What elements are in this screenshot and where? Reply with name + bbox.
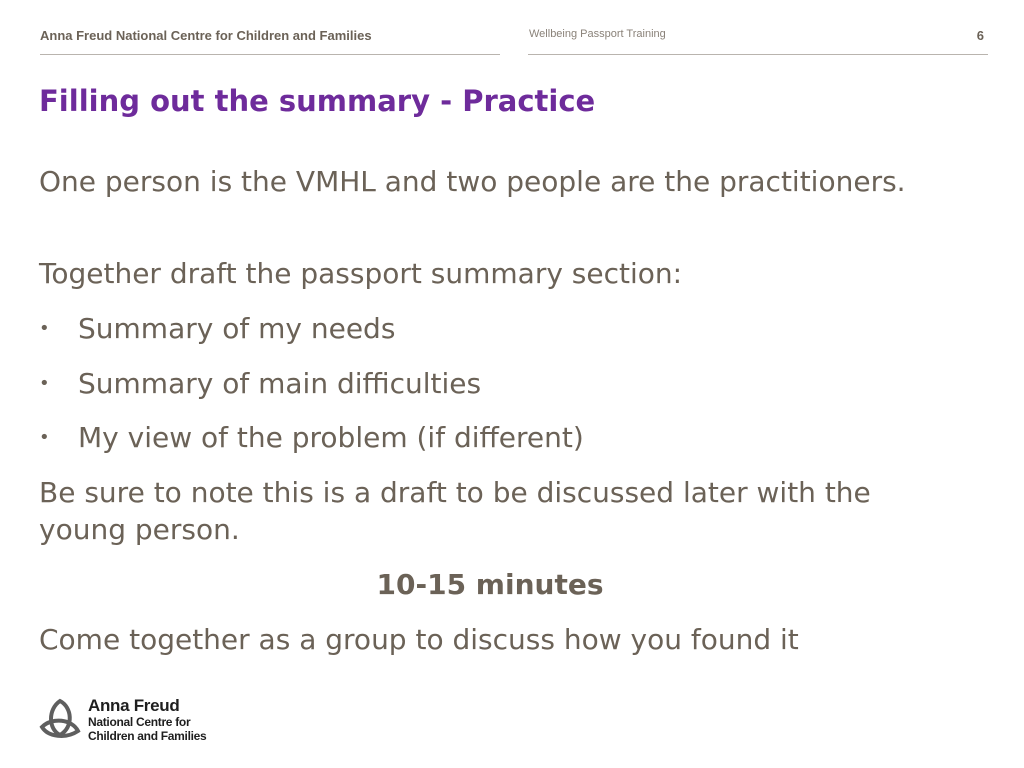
bullet-dot: • bbox=[39, 373, 50, 394]
logo-line-2: National Centre for bbox=[88, 715, 191, 729]
paragraph-draft-note: Be sure to note this is a draft to be discussed later with the young person. bbox=[39, 476, 871, 546]
bullet-dot: • bbox=[39, 427, 50, 448]
paragraph-discussion: Come together as a group to discuss how you found it bbox=[39, 623, 799, 656]
logo-line-3: Children and Families bbox=[88, 729, 207, 743]
logo-wordmark bbox=[88, 697, 206, 743]
slide-title: Filling out the summary - Practice bbox=[39, 84, 596, 118]
bullet-text: Summary of my needs bbox=[78, 312, 396, 345]
header-rule-left bbox=[40, 54, 500, 55]
bullet-text: Summary of main difficulties bbox=[78, 367, 482, 400]
logo-line-1: Anna Freud bbox=[88, 696, 180, 715]
header-rule-right bbox=[528, 54, 988, 55]
paragraph-instruction: Together draft the passport summary section: bbox=[39, 257, 683, 290]
anna-freud-knot-icon bbox=[38, 697, 82, 741]
header-course: Wellbeing Passport Training bbox=[529, 28, 666, 40]
bullet-text: My view of the problem (if different) bbox=[78, 421, 584, 454]
paragraph-roles: One person is the VMHL and two people are the practitioners. bbox=[39, 165, 906, 198]
bullet-dot: • bbox=[39, 318, 50, 339]
time-allocation: 10-15 minutes bbox=[376, 568, 604, 601]
header-org: Anna Freud National Centre for Children and Families bbox=[40, 28, 372, 43]
page-number: 6 bbox=[976, 28, 984, 43]
